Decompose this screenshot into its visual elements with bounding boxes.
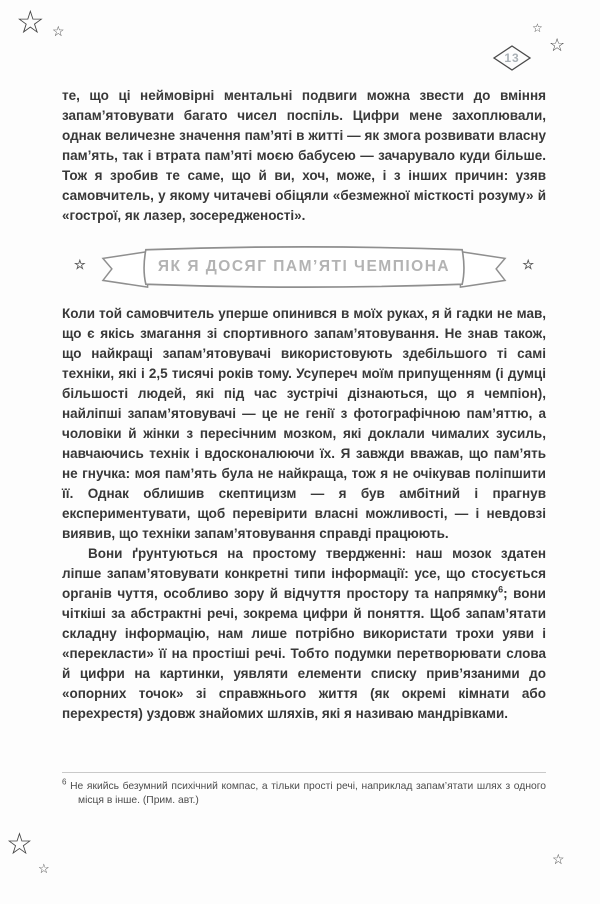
paragraph-3-text-cont: ; вони чіткіші за абстрактні речі, зокрема цифри й поняття. Щоб запам’ятати складну інформацію, нам лише потрібно використати трохи уяви і «перекласти» її на простіші речі. Тобто подумки перетворювати слова й цифри на картинки, уявляти елементи списку прив’язаними до «опорних точок» зі справжнього життя (як окремі кімнати або перехрестя) уздовж знайомих шляхів, які я називаю мандрівками. [62,586,546,721]
footnote-body: Не якийсь безумний психічний компас, а тільки прості речі, наприклад запам’ятати шлях з одного місця в інше. (Прим. авт.) [70,781,546,806]
page-text [62,86,546,724]
section-heading: ЯК Я ДОСЯГ ПАМ’ЯТІ ЧЕМПІОНА [157,258,451,275]
footnote-reference: 6 [498,584,504,595]
footnote-marker: 6 [62,777,67,787]
corner-star-bottom-left-small-icon: ☆ [38,861,50,876]
banner-star-left-icon: ☆ [74,257,86,272]
paragraph-3-text: Вони ґрунтуються на простому твердженні: наш мозок здатен ліпше запам’ятовувати конкретні типи інформації: усе, що стосується органів чуття, особливо зору й відчуття простору та напрямку [62,546,546,601]
corner-star-bottom-right-small-icon: ☆ [552,851,565,867]
footnote-text [62,777,546,807]
body-paragraph-1: те, що ці неймовірні ментальні подвиги можна звести до вміння запам’ятовувати багато чисел поспіль. Цифри мене захоплювали, однак величезне значення пам’яті в житті — як змога розвивати власну пам’ять, так і втрата пам’яті моєю бабусею — зачарувало куди більше. Тож я зробив те саме, що й ви, хоч, може, і з інших причин: узяв самовчитель, у якому читачеві обіцяли «безмежної місткості розуму» й «гострої, як лазер, зосередженості». [62,88,546,223]
page-number-diamond [492,44,532,72]
corner-star-top-right-medium-icon: ☆ [549,35,566,55]
banner-star-right-icon: ☆ [522,257,534,272]
corner-star-top-left-large-icon: ☆ [16,4,45,40]
page-number: 13 [504,51,520,65]
body-paragraph-3 [62,544,546,724]
corner-star-top-right-small-icon: ☆ [532,21,543,35]
corner-star-bottom-left-large-icon: ☆ [6,828,33,861]
section-heading-banner [62,242,546,292]
footnote-area [62,772,546,807]
footnote-separator [62,772,546,773]
body-paragraph-2: Коли той самовчитель уперше опинився в моїх руках, я й гадки не мав, що є якісь змагання зі спортивного запам’ятовування. Не знав також, що найкращі запам’ятовувачі використовують здебільшого ті самі техніки, які і 2,5 тисячі років тому. Усупереч моїм припущенням (і думці більшості людей, які під час зустрічі дізнаються, що я чемпіон), найліпші запам’ятовувачі — це не генії з фотографічною пам’яттю, а чоловіки й жінки з пересічним мозком, які доклали чималих зусиль, навчаючись технік і вдосконалюючи їх. Я завжди вважав, що пам’ять не гнучка: моя пам’ять була не найкраща, тож я не очікував поліпшити її. Однак облишив скептицизм — я був амбітний і прагнув експериментувати, щоб перевірити власні можливості, — і невдовзі виявив, що техніки запам’ятовування справді працюють. [62,306,546,541]
corner-star-top-left-small-icon: ☆ [52,23,65,39]
